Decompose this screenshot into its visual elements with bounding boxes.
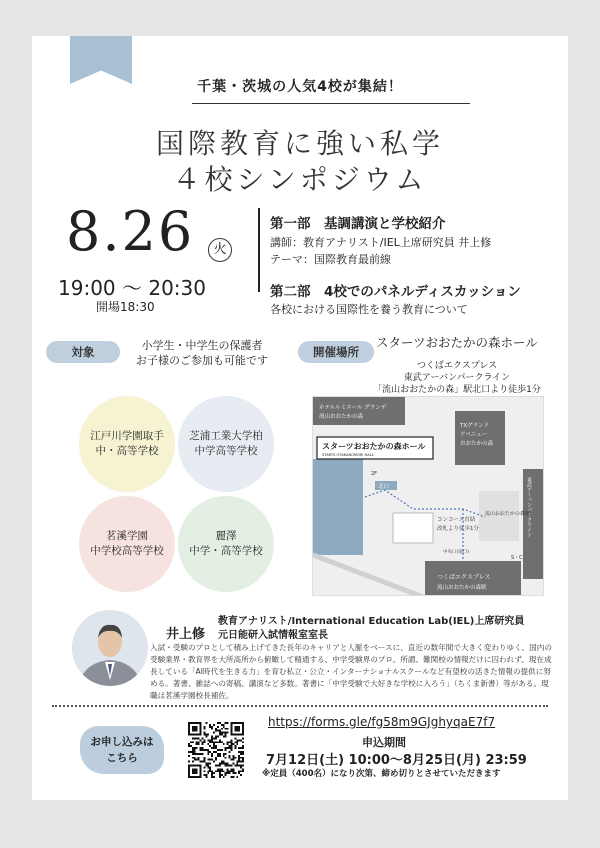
speaker-portrait: [72, 610, 148, 686]
tagline-underline: [192, 103, 470, 104]
school-name: 江戸川学園取手: [90, 430, 164, 442]
audience-line-1: 小学生・中学生の保護者: [141, 339, 263, 352]
hotel-block: [313, 397, 405, 425]
qr-code[interactable]: [188, 722, 244, 778]
title-line-1: 国際教育に強い私学: [155, 127, 444, 160]
map-concourse-sub: 改札より徒歩1分: [437, 526, 479, 532]
venue-access-line-2: 東武アーバンパークライン: [403, 373, 511, 383]
school-type: 中学校高等学校: [90, 545, 164, 557]
school-edogawa: [79, 396, 175, 492]
speaker-title: 教育アナリスト/International Education Lab(IEL)上席研究員: [218, 616, 525, 627]
event-time: 19:00 ～ 20:30: [58, 276, 206, 300]
program-divider: [258, 208, 260, 292]
concourse-box: [393, 513, 433, 543]
audience-line-2: お子様のご参加も可能です: [136, 354, 268, 367]
venue-label: 開催場所: [298, 341, 374, 363]
map-hotel-label: ホテルルミエール グランデ: [319, 405, 387, 411]
dotted-divider: [52, 705, 548, 707]
part1-theme: テーマ：国際教育最前線: [270, 253, 391, 266]
school-name: 茗溪学園: [106, 530, 148, 542]
tx-avenue-block: [455, 411, 505, 465]
map-floor: 2F: [371, 471, 378, 477]
school-shibaura: [178, 396, 274, 492]
event-date: 8.26: [66, 200, 195, 263]
venue-name: スターツおおたかの森ホール: [376, 335, 538, 350]
speaker-photo: [72, 610, 148, 686]
school-type: 中・高等学校: [95, 445, 159, 457]
capacity-note: ※定員（400名）になり次第、締め切りとさせていただきます: [262, 769, 501, 779]
apply-label-1: お申し込みは: [90, 736, 154, 748]
school-name: 芝浦工業大学柏: [189, 430, 263, 442]
map-hall-sign: スターツおおたかの森ホール: [322, 442, 426, 451]
map-tobu-sub: 流山おおたかの森駅: [485, 511, 531, 517]
map-south-exit: 中央口(南口): [443, 550, 470, 555]
application-url-link[interactable]: https://forms.gle/fg58m9GJghyqaE7f7: [268, 715, 496, 729]
map-tx-sub: アベニュー: [460, 432, 488, 438]
part1-speaker: 講師：教育アナリスト/IEL上席研究員 井上修: [270, 236, 492, 249]
school-name: 麗澤: [215, 530, 237, 542]
venue-building: [313, 459, 363, 555]
audience-label: 対象: [46, 341, 120, 363]
map-tsukuba: つくばエクスプレス: [437, 574, 491, 581]
apply-label-2: こちら: [106, 752, 138, 764]
application-period: 7月12日(土) 10:00～8月25日(月) 23:59: [266, 753, 527, 768]
map-hall-en: STARTS OTAKANOMORI HALL: [322, 453, 374, 457]
flyer-sheet: [32, 36, 568, 800]
speaker-former-title: 元日能研入試情報室室長: [218, 630, 328, 641]
part1-heading: 第一部 基調講演と学校紹介: [270, 216, 446, 232]
apply-badge: [80, 726, 164, 774]
venue-map: [312, 396, 544, 596]
part2-description: 各校における国際性を養う教育について: [270, 303, 468, 316]
day-of-week-badge: 火: [208, 238, 232, 262]
map-concourse: コンコース直結: [437, 517, 476, 523]
school-type: 中学高等学校: [194, 445, 258, 457]
map-hotel-sub: 流山おおたかの森: [319, 414, 364, 420]
speaker-bio: 入試・受験のプロとして積み上げてきた長年のキャリアと人脈をベースに、直近の数年間で大きく変わりゆく、国内の受験業界・教育界を大所高所から俯瞰して精通する、中学受験界のプロ。所謂、難関校の情報だけに囚われず、現在成長している「AI時代を生きる力」を育む私立・公立・インターナショナルスクールなど有望校の活きた情報の提供に努める。著書、雑誌への寄稿、講演など多数。著書に「中学受験で大好きな学校に入ろう」（ちくま新書）等がある。現職は茗溪学園校長補佐。: [150, 643, 552, 700]
tagline: 千葉・茨城の人気4校が集結！: [197, 79, 403, 95]
map-tobu-label: 東武アーバンパークライン: [526, 477, 532, 537]
map-north-exit: 北口: [378, 484, 390, 490]
map-sc-label: S・C: [511, 555, 523, 561]
venue-access-line-1: つくばエクスプレス: [416, 361, 498, 371]
period-label: 申込期間: [362, 736, 406, 749]
school-type: 中学・高等学校: [189, 545, 263, 557]
map-tsukuba-sub: 流山おおたかの森駅: [437, 585, 487, 591]
venue-access-line-3: 「流山おおたかの森」駅北口より徒歩1分: [373, 385, 541, 395]
title-line-2: ４校シンポジウム: [172, 163, 428, 196]
map-tx-sub2: おおたかの森: [460, 441, 494, 447]
speaker-name: 井上修: [166, 627, 206, 642]
school-reitaku: [178, 496, 274, 592]
part2-heading: 第二部 4校でのパネルディスカッション: [270, 284, 521, 300]
school-meikei: [79, 496, 175, 592]
venue-access: [352, 360, 562, 396]
doors-open: 開場18:30: [96, 300, 155, 314]
map-drawing: [313, 397, 544, 596]
qr-code-graphic: [188, 722, 244, 778]
map-tx-label: TXグランド: [460, 423, 490, 429]
audience-description: [132, 338, 272, 368]
